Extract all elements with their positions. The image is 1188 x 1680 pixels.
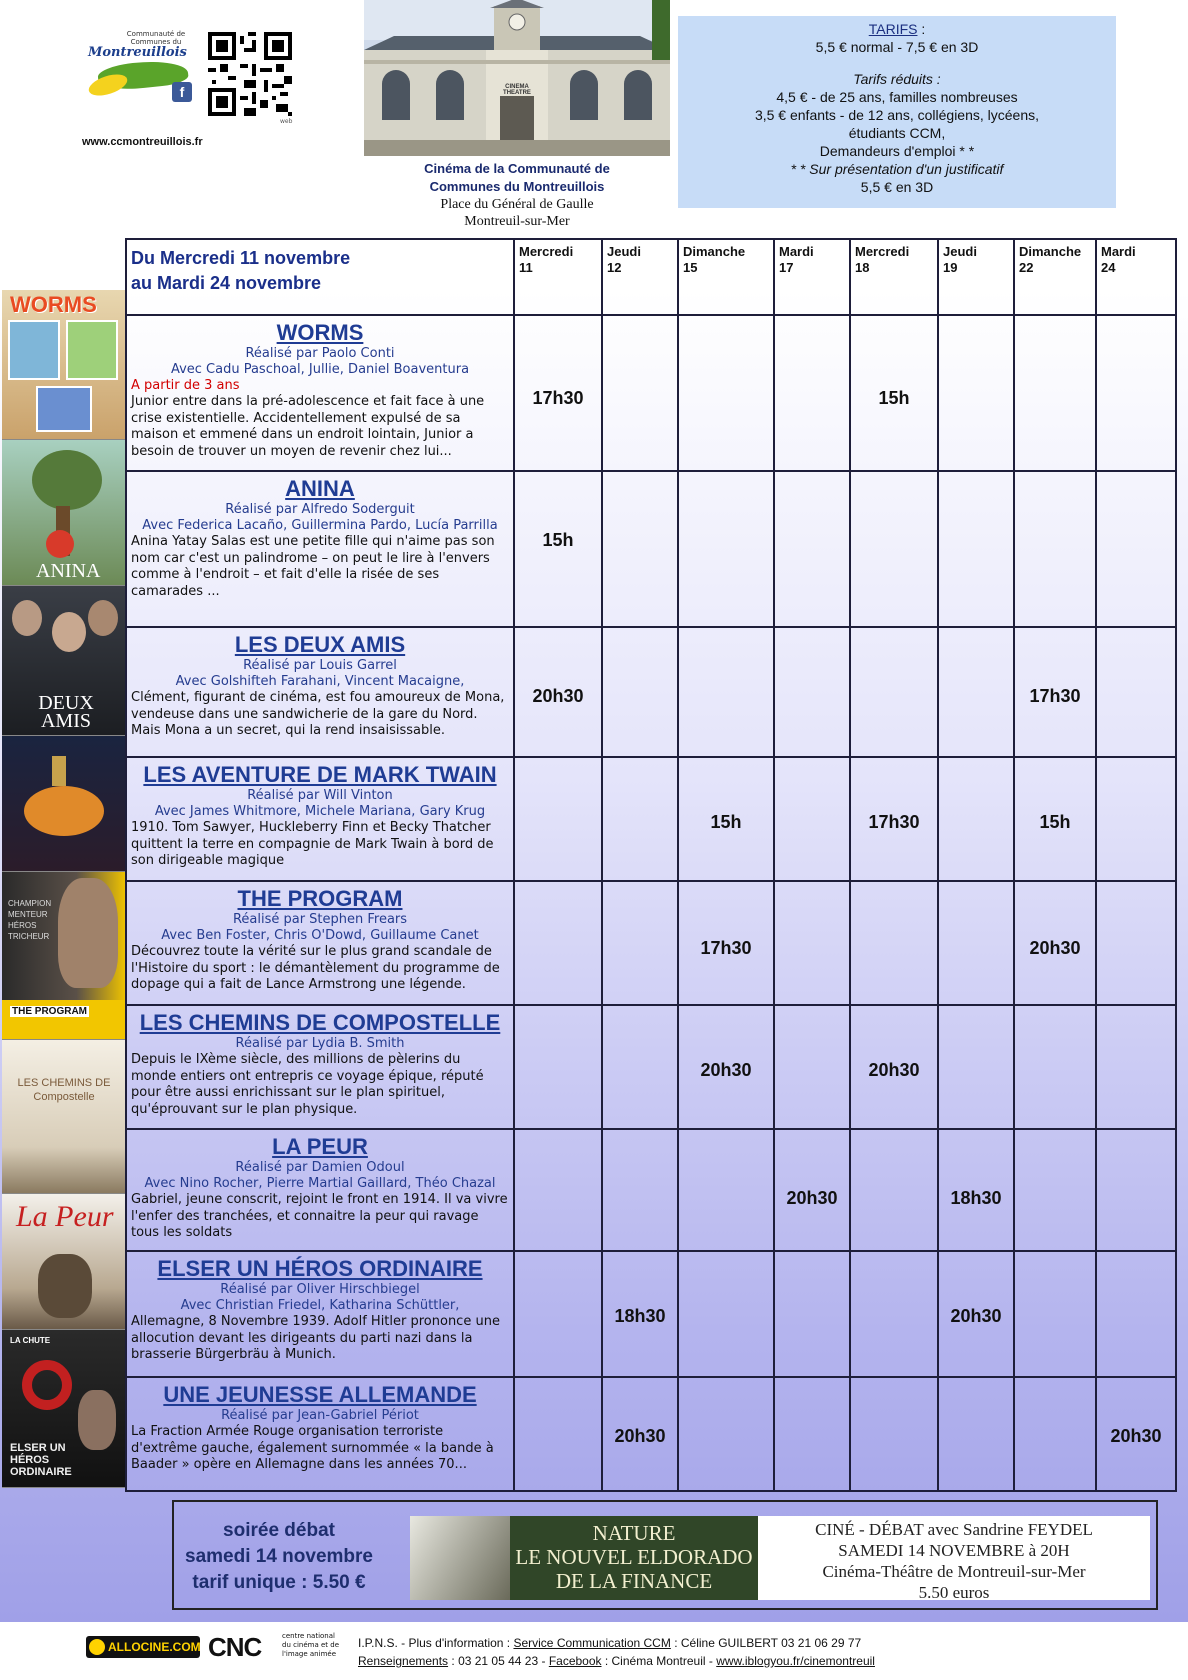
- poster-the-program: [2, 872, 126, 1040]
- caption-line-3: Place du Général de Gaulle: [440, 197, 594, 212]
- caption-line-4: Montreuil-sur-Mer: [464, 214, 570, 229]
- film-info: [126, 627, 514, 757]
- cinema-building-photo: [364, 0, 670, 156]
- day-header: [774, 239, 850, 315]
- poster-deux-amis-face-3: [88, 600, 118, 636]
- poster-la-peur-soldier: [38, 1254, 92, 1318]
- promo-right-line-1: CINÉ - DÉBAT avec Sandrine FEYDEL: [815, 1520, 1093, 1539]
- promo-banner-image: [410, 1516, 510, 1600]
- tarifs-line-6: 5,5 € en 3D: [860, 179, 934, 195]
- showtime-cell: [678, 471, 774, 627]
- showtime: 15h: [710, 812, 742, 832]
- showtime-cell: [1096, 881, 1176, 1005]
- showtime-cell: [514, 1129, 602, 1251]
- cnc-logo: CNC: [208, 1632, 262, 1662]
- film-row: [126, 881, 1176, 1005]
- showtime-cell: [850, 757, 938, 881]
- showtime-cell: [774, 757, 850, 881]
- film-title: LA PEUR: [272, 1134, 368, 1159]
- poster-compostelle: [2, 1040, 126, 1194]
- day-header: [1096, 239, 1176, 315]
- tarifs-reduced-title: Tarifs réduits :: [853, 71, 941, 87]
- showtime: 15h: [542, 530, 574, 550]
- showtime-cell: [938, 881, 1014, 1005]
- poster-elser-emblem: [22, 1360, 72, 1410]
- showtime-cell: [938, 1005, 1014, 1129]
- film-row: [126, 1129, 1176, 1251]
- day-name: Dimanche: [1019, 244, 1082, 259]
- film-director: Réalisé par Jean-Gabriel Périot: [221, 1408, 419, 1423]
- film-synopsis: Anina Yatay Salas est une petite fille qui n'aime pas son nom car c'est un palindrome – on peut le lire à l'envers comme à l'endroit – et fait d'elle la risée de ses camarades ...: [131, 534, 495, 599]
- promo-mid-line-1: NATURE: [592, 1521, 676, 1545]
- film-title: ELSER UN HÉROS ORDINAIRE: [157, 1256, 483, 1281]
- showtime-cell: [774, 1251, 850, 1377]
- film-info: [126, 315, 514, 471]
- promo-left-line-1: soirée débat: [223, 1520, 335, 1541]
- poster-la-peur-title: La Peur: [16, 1200, 114, 1233]
- promo-mid-line-2: LE NOUVEL ELDORADO: [515, 1545, 753, 1569]
- showtime: 20h30: [532, 686, 584, 706]
- period-line-2: au Mardi 24 novembre: [131, 273, 322, 293]
- poster-worms: [2, 290, 126, 440]
- footer-line-1: [358, 1636, 861, 1650]
- showtime-cell: [1014, 881, 1096, 1005]
- day-number: 17: [779, 260, 794, 275]
- film-row: [126, 1005, 1176, 1129]
- showtime-cell: [1096, 757, 1176, 881]
- film-info: [126, 1005, 514, 1129]
- cinema-address: [364, 160, 670, 230]
- showtime-cell: [602, 1005, 678, 1129]
- showtime-cell: [514, 315, 602, 471]
- tarifs-line-3: étudiants CCM,: [848, 125, 946, 141]
- film-director: Réalisé par Oliver Hirschbiegel: [220, 1282, 420, 1297]
- showtime-cell: [850, 1005, 938, 1129]
- day-name: Mardi: [1101, 244, 1136, 259]
- showtime-cell: [938, 471, 1014, 627]
- showtime-cell: [774, 315, 850, 471]
- caption-line-1: Cinéma de la Communauté de: [424, 161, 610, 176]
- showtime-cell: [850, 627, 938, 757]
- showtime-cell: [1096, 1129, 1176, 1251]
- showtime-cell: [774, 1377, 850, 1491]
- footer: [0, 1622, 1188, 1680]
- showtime-cell: [1014, 471, 1096, 627]
- film-info: [126, 1377, 514, 1491]
- film-synopsis: Allemagne, 8 Novembre 1939. Adolf Hitler prononce une allocution devant les dirigeants du parti nazi dans la brasserie Bürgerbräu à Munich.: [131, 1314, 500, 1362]
- showtime-cell: [938, 757, 1014, 881]
- film-director: Réalisé par Louis Garrel: [243, 658, 397, 673]
- day-number: 18: [855, 260, 870, 275]
- poster-anina: [2, 440, 126, 586]
- showtime-cell: [850, 315, 938, 471]
- showtime-cell: [678, 1251, 774, 1377]
- showtime: 18h30: [614, 1306, 666, 1326]
- promo-info: [184, 1518, 374, 1596]
- qr-code-icon[interactable]: [208, 32, 292, 116]
- poster-la-peur: [2, 1194, 126, 1330]
- showtime-cell: [1096, 1251, 1176, 1377]
- showtime: 20h30: [1029, 938, 1081, 958]
- showtime-cell: [1014, 1005, 1096, 1129]
- footer-renseignements: Renseignements: [358, 1654, 449, 1668]
- showtime-cell: [1096, 1377, 1176, 1491]
- day-header: [678, 239, 774, 315]
- showtime-cell: [938, 1377, 1014, 1491]
- tarifs-line-5: * * Sur présentation d'un justificatif: [790, 161, 1004, 177]
- footer-cinema: : Cinéma Montreuil -: [601, 1654, 717, 1668]
- film-cast: Avec Ben Foster, Chris O'Dowd, Guillaume Canet: [161, 928, 479, 943]
- showtime-cell: [1014, 315, 1096, 471]
- showtime-cell: [774, 627, 850, 757]
- poster-deux-amis-face-1: [12, 600, 42, 636]
- day-name: Jeudi: [943, 244, 977, 259]
- day-name: Mercredi: [519, 244, 574, 259]
- showtime-cell: [602, 471, 678, 627]
- showtime: 17h30: [532, 388, 584, 408]
- promo-right-line-3: Cinéma-Théâtre de Montreuil-sur-Mer: [822, 1562, 1086, 1581]
- film-row: [126, 627, 1176, 757]
- poster-twain-mast: [52, 756, 66, 786]
- film-title: WORMS: [276, 320, 364, 345]
- showtime-cell: [774, 471, 850, 627]
- showtime-cell: [774, 1005, 850, 1129]
- showtime-cell: [850, 881, 938, 1005]
- poster-mark-twain: [2, 736, 126, 872]
- showtime-cell: [938, 315, 1014, 471]
- showtime-cell: [678, 315, 774, 471]
- logo-small-text: Communauté de Communes du: [126, 30, 186, 46]
- showtime-cell: [774, 881, 850, 1005]
- film-director: Réalisé par Paolo Conti: [245, 346, 395, 361]
- film-row: [126, 1251, 1176, 1377]
- allocine-label: ALLOCINE.COM: [108, 1640, 201, 1654]
- showtime-cell: [850, 1251, 938, 1377]
- showtime-cell: [850, 1129, 938, 1251]
- film-synopsis: Junior entre dans la pré-adolescence et fait face à une crise existentielle. Accidentellement expulsé de sa maison et emmené dans un endroit lointain, Junior a besoin de trouver un moyen de revenir chez lui...: [131, 394, 485, 459]
- promo-right-line-4: 5.50 euros: [918, 1583, 990, 1602]
- film-title: LES AVENTURE DE MARK TWAIN: [143, 762, 497, 787]
- tarifs-box: [678, 16, 1116, 208]
- showtime-cell: [514, 757, 602, 881]
- showtime-cell: [1014, 627, 1096, 757]
- footer-blog-link[interactable]: www.iblogyou.fr/cinemontreuil: [716, 1654, 875, 1668]
- footer-line-2: [358, 1654, 875, 1668]
- poster-deux-amis-title: DEUX AMIS: [38, 692, 94, 732]
- footer-facebook-link[interactable]: Facebook: [548, 1654, 602, 1668]
- schedule-header-row: [126, 239, 1176, 315]
- tarifs-colon: :: [917, 21, 926, 37]
- poster-anina-girl: [46, 530, 74, 558]
- showtime: 17h30: [1029, 686, 1081, 706]
- poster-deux-amis: [2, 586, 126, 736]
- promo-right-line-2: SAMEDI 14 NOVEMBRE à 20H: [838, 1541, 1070, 1560]
- day-number: 11: [519, 260, 533, 275]
- film-director: Réalisé par Alfredo Soderguit: [225, 502, 415, 517]
- showtime-cell: [938, 1251, 1014, 1377]
- showtime: 17h30: [868, 812, 920, 832]
- showtime-cell: [514, 1251, 602, 1377]
- day-name: Mercredi: [855, 244, 910, 259]
- debate-promo-box: [172, 1500, 1158, 1610]
- day-header: [850, 239, 938, 315]
- showtime-cell: [514, 627, 602, 757]
- logo-name: Montreuillois: [88, 45, 187, 60]
- film-synopsis: La Fraction Armée Rouge organisation terroriste d'extrême gauche, également surnommée « la bande à Baader » opère en Allemagne dans les années 70...: [131, 1424, 494, 1472]
- tarifs-normal: 5,5 € normal - 7,5 € en 3D: [815, 39, 979, 55]
- film-synopsis: Depuis le IXème siècle, des millions de pèlerins du monde entiers ont entrepris ce voyage épique, réputé pour être aussi enrichissant sur le plan spirituel, qu'éprouvant sur le plan physique.: [131, 1052, 484, 1117]
- tarifs-line-2: 3,5 € enfants - de 12 ans, collégiens, lycéens,: [754, 107, 1040, 123]
- footer-contact: : Céline GUILBERT 03 21 06 29 77: [670, 1636, 862, 1650]
- film-row: [126, 315, 1176, 471]
- footer-service-link[interactable]: Service Communication CCM: [513, 1636, 671, 1650]
- schedule-period: [126, 239, 514, 315]
- film-cast: Avec Federica Lacaño, Guillermina Pardo, Lucía Parrilla: [142, 518, 498, 533]
- promo-left-line-2: samedi 14 novembre: [185, 1546, 373, 1567]
- showtime-cell: [678, 1129, 774, 1251]
- film-title: LES CHEMINS DE COMPOSTELLE: [139, 1010, 501, 1035]
- poster-twain-airship: [24, 786, 104, 836]
- logo-yellow-shape: [86, 70, 130, 99]
- allocine-icon: [89, 1639, 105, 1655]
- showtime-cell: [602, 627, 678, 757]
- showtime: 20h30: [1110, 1426, 1162, 1446]
- showtime-cell: [850, 1377, 938, 1491]
- showtime-cell: [602, 881, 678, 1005]
- film-row: [126, 757, 1176, 881]
- building-illustration: [364, 0, 670, 156]
- showtime-cell: [678, 881, 774, 1005]
- period-line-1: Du Mercredi 11 novembre: [131, 248, 351, 268]
- film-synopsis: 1910. Tom Sawyer, Huckleberry Finn et Becky Thatcher quittent la terre en compagnie de Mark Twain à bord de son dirigeable magique: [131, 820, 494, 868]
- poster-worms-title: WORMS: [10, 292, 97, 317]
- showtime-cell: [1096, 627, 1176, 757]
- showtime: 15h: [878, 388, 910, 408]
- film-info: [126, 1251, 514, 1377]
- film-synopsis: Clément, figurant de cinéma, est fou amoureux de Mona, vendeuse dans une sandwicherie de la gare du Nord. Mais Mona a un secret, qui la rend insaisissable.: [131, 690, 505, 738]
- showtime-cell: [514, 1005, 602, 1129]
- film-cast: Avec Cadu Paschoal, Jullie, Daniel Boaventura: [170, 362, 470, 377]
- poster-program-face: [58, 878, 118, 988]
- cnc-subtitle: centre national du cinéma et de l'image animée: [282, 1632, 340, 1658]
- film-director: Réalisé par Lydia B. Smith: [235, 1036, 405, 1051]
- showtime-cell: [1014, 1251, 1096, 1377]
- footer-ipns: I.P.N.S. - Plus d'information :: [358, 1636, 514, 1650]
- film-title: ANINA: [285, 476, 355, 501]
- day-name: Jeudi: [607, 244, 641, 259]
- film-synopsis: Découvrez toute la vérité sur le plus grand scandale de l'Histoire du sport : le démantèlement du programme de dopage qui a fait de Lance Armstrong une légende.: [131, 944, 500, 992]
- day-name: Dimanche: [683, 244, 746, 259]
- film-cast: Avec Christian Friedel, Katharina Schüttler,: [180, 1298, 460, 1313]
- showtime-cell: [602, 757, 678, 881]
- day-header: [1014, 239, 1096, 315]
- qr-label: web: [280, 118, 293, 125]
- poster-worms-frame-3: [36, 386, 92, 432]
- poster-anina-title: ANINA: [36, 560, 101, 582]
- showtime-cell: [602, 1377, 678, 1491]
- day-number: 22: [1019, 260, 1034, 275]
- showtime-cell: [938, 627, 1014, 757]
- caption-line-2: Communes du Montreuillois: [429, 179, 605, 194]
- showtime-cell: [678, 1377, 774, 1491]
- film-row: [126, 471, 1176, 627]
- day-number: 24: [1101, 260, 1116, 275]
- poster-elser-face: [78, 1390, 116, 1450]
- footer-phone: : 03 21 05 44 23 -: [448, 1654, 549, 1668]
- poster-compostelle-title: LES CHEMINS DE Compostelle: [17, 1077, 111, 1103]
- poster-anina-tree: [32, 450, 102, 510]
- film-title: LES DEUX AMIS: [234, 632, 406, 657]
- showtime-cell: [1014, 757, 1096, 881]
- day-header: [514, 239, 602, 315]
- showtime-cell: [602, 1129, 678, 1251]
- promo-left-line-3: tarif unique : 5.50 €: [192, 1572, 366, 1593]
- day-header: [602, 239, 678, 315]
- film-cast: Avec James Whitmore, Michele Mariana, Gary Krug: [154, 804, 486, 819]
- showtime-cell: [1096, 471, 1176, 627]
- film-title: THE PROGRAM: [237, 886, 403, 911]
- promo-mid-line-3: DE LA FINANCE: [555, 1569, 713, 1593]
- poster-program-title: THE PROGRAM: [12, 1006, 87, 1017]
- day-name: Mardi: [779, 244, 814, 259]
- showtime: 20h30: [786, 1188, 838, 1208]
- film-info: [126, 1129, 514, 1251]
- allocine-logo[interactable]: [86, 1636, 200, 1658]
- day-header: [938, 239, 1014, 315]
- film-cast: Avec Golshifteh Farahani, Vincent Macaigne,: [175, 674, 465, 689]
- showtime: 20h30: [700, 1060, 752, 1080]
- showtime-cell: [1096, 315, 1176, 471]
- film-title: UNE JEUNESSE ALLEMANDE: [163, 1382, 477, 1407]
- film-info: [126, 471, 514, 627]
- showtime: 15h: [1039, 812, 1071, 832]
- poster-worms-frame-2: [66, 320, 118, 380]
- showtime-cell: [938, 1129, 1014, 1251]
- showtime-cell: [1014, 1377, 1096, 1491]
- showtime-cell: [678, 627, 774, 757]
- showtime-cell: [678, 757, 774, 881]
- showtime-cell: [678, 1005, 774, 1129]
- poster-program-tag: CHAMPION MENTEUR HÉROS TRICHEUR: [8, 899, 52, 941]
- film-synopsis: Gabriel, jeune conscrit, rejoint le front en 1914. Il va vivre l'enfer des tranchées, et connaitre la peur qui ravage tous les soldats: [131, 1192, 508, 1240]
- film-director: Réalisé par Damien Odoul: [235, 1160, 405, 1175]
- showtime-cell: [602, 1251, 678, 1377]
- poster-elser: [2, 1330, 126, 1488]
- showtime-cell: [602, 315, 678, 471]
- day-number: 15: [683, 260, 698, 275]
- promo-details: [758, 1516, 1150, 1600]
- showtime-cell: [514, 1377, 602, 1491]
- tarifs-line-4: Demandeurs d'emploi * *: [819, 143, 975, 159]
- website-link[interactable]: www.ccmontreuillois.fr: [82, 136, 203, 148]
- showtime: 20h30: [868, 1060, 920, 1080]
- tarifs-line-1: 4,5 € - de 25 ans, familles nombreuses: [776, 89, 1018, 105]
- film-info: [126, 757, 514, 881]
- poster-elser-title: ELSER UN HÉROS ORDINAIRE: [10, 1442, 72, 1478]
- promo-film-banner: [410, 1516, 758, 1600]
- poster-deux-amis-face-2: [52, 612, 86, 652]
- day-number: 12: [607, 260, 622, 275]
- film-row: [126, 1377, 1176, 1491]
- film-director: Réalisé par Will Vinton: [247, 788, 393, 803]
- showtime-cell: [1096, 1005, 1176, 1129]
- showtime-cell: [774, 1129, 850, 1251]
- showtime-cell: [514, 471, 602, 627]
- tarifs-title: TARIFS: [868, 21, 918, 37]
- film-director: Réalisé par Stephen Frears: [232, 912, 408, 927]
- day-number: 19: [943, 260, 958, 275]
- showtime: 20h30: [614, 1426, 666, 1446]
- showtime: 17h30: [700, 938, 752, 958]
- showtime-cell: [1014, 1129, 1096, 1251]
- showtime-cell: [850, 471, 938, 627]
- film-age: A partir de 3 ans: [131, 378, 240, 393]
- showtime: 20h30: [950, 1306, 1002, 1326]
- showtime-cell: [514, 881, 602, 1005]
- building-sign: CINEMA THEATRE: [503, 84, 531, 96]
- facebook-icon[interactable]: f: [172, 82, 192, 102]
- film-cast: Avec Nino Rocher, Pierre Martial Gaillard, Théo Chazal: [144, 1176, 496, 1191]
- poster-worms-frame-1: [8, 320, 60, 380]
- showtime: 18h30: [950, 1188, 1002, 1208]
- schedule-table: [125, 238, 1177, 1492]
- film-info: [126, 881, 514, 1005]
- poster-elser-top: LA CHUTE: [10, 1336, 51, 1345]
